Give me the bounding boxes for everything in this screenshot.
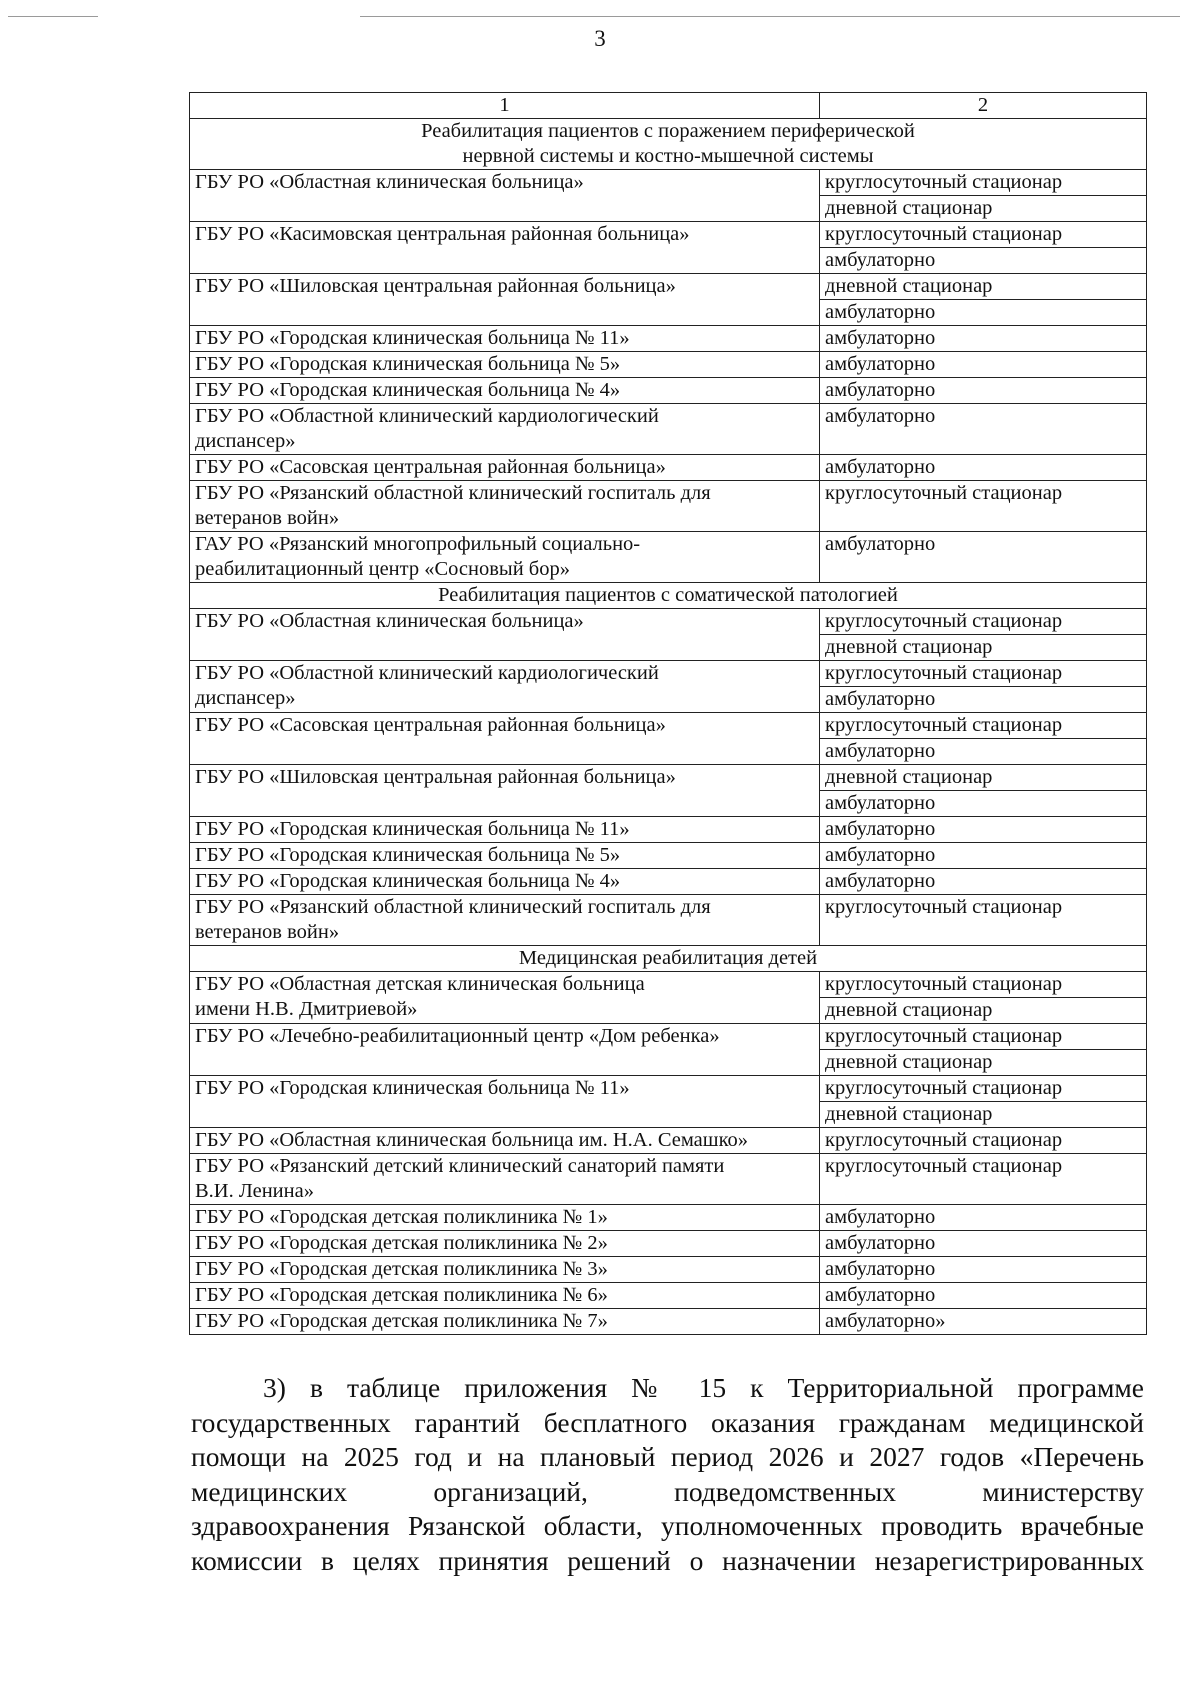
table-row bbox=[190, 869, 1147, 895]
table-row bbox=[190, 843, 1147, 869]
paragraph-line: здравоохранения Рязанской области, уполномоченных проводить врачебные bbox=[191, 1510, 1144, 1541]
table-row bbox=[190, 481, 1147, 532]
care-type-cell: амбулаторно bbox=[820, 455, 1147, 481]
organization-cell bbox=[190, 326, 820, 352]
organization-cell bbox=[190, 1283, 820, 1309]
table-row bbox=[190, 352, 1147, 378]
care-type-cell: амбулаторно bbox=[820, 1283, 1147, 1309]
organization-name-line: ГБУ РО «Касимовская центральная районная больница» bbox=[195, 223, 690, 245]
section-title-line: Медицинская реабилитация детей bbox=[518, 947, 818, 969]
organization-name-line: диспансер» bbox=[195, 430, 296, 452]
care-type-cell: круглосуточный стационар bbox=[820, 170, 1147, 196]
paragraph-line: государственных гарантий бесплатного оказания гражданам медицинской bbox=[191, 1406, 1144, 1438]
organization-cell bbox=[190, 661, 820, 713]
table-row bbox=[190, 895, 1147, 946]
section-title-line: Реабилитация пациентов с соматической патологией bbox=[438, 584, 898, 606]
table-row bbox=[190, 1205, 1147, 1231]
organization-cell bbox=[190, 765, 820, 817]
organization-cell bbox=[190, 170, 820, 222]
care-type-cell: амбулаторно bbox=[820, 300, 1147, 326]
organization-name-line: ГБУ РО «Городская детская поликлиника № 6» bbox=[195, 1284, 608, 1306]
table-row bbox=[190, 378, 1147, 404]
table-row bbox=[190, 713, 1147, 739]
organization-cell bbox=[190, 817, 820, 843]
organization-name-line: ГБУ РО «Городская клиническая больница № 5» bbox=[195, 844, 621, 866]
organization-name-line: ГБУ РО «Городская клиническая больница № 11» bbox=[195, 818, 630, 840]
organization-name-line: ГАУ РО «Рязанский многопрофильный социально- bbox=[195, 533, 641, 555]
table-header-row bbox=[190, 93, 1147, 119]
organization-name-line: ГБУ РО «Городская клиническая больница № 11» bbox=[195, 1077, 630, 1099]
table-row bbox=[190, 326, 1147, 352]
care-type-cell: круглосуточный стационар bbox=[820, 1076, 1147, 1102]
care-type-cell: амбулаторно bbox=[820, 248, 1147, 274]
organization-name-line: ветеранов войн» bbox=[195, 921, 340, 943]
paragraph-line-text: 3) в таблице приложения № 15 к Территориальной программе bbox=[263, 1372, 1144, 1403]
care-type-cell: круглосуточный стационар bbox=[820, 713, 1147, 739]
section-title bbox=[190, 946, 1147, 972]
organization-cell bbox=[190, 1309, 820, 1335]
table-row bbox=[190, 1154, 1147, 1205]
organization-name-line: диспансер» bbox=[195, 687, 296, 709]
organization-cell bbox=[190, 1231, 820, 1257]
table-row bbox=[190, 404, 1147, 455]
care-type-cell: амбулаторно bbox=[820, 869, 1147, 895]
table-row bbox=[190, 222, 1147, 248]
organization-cell bbox=[190, 1154, 820, 1205]
table-row bbox=[190, 765, 1147, 791]
paragraph-line: комиссии в целях принятия решений о назначении незарегистрированных bbox=[191, 1544, 1144, 1576]
table-row bbox=[190, 661, 1147, 687]
care-type-cell: амбулаторно bbox=[820, 352, 1147, 378]
section-title-line: Реабилитация пациентов с поражением периферической bbox=[421, 120, 915, 142]
care-type-cell: дневной стационар bbox=[820, 1050, 1147, 1076]
organization-name-line: В.И. Ленина» bbox=[195, 1180, 314, 1202]
care-type-cell: круглосуточный стационар bbox=[820, 1128, 1147, 1154]
table-row bbox=[190, 274, 1147, 300]
care-type-cell: амбулаторно bbox=[820, 739, 1147, 765]
care-type-cell: амбулаторно bbox=[820, 326, 1147, 352]
organization-name-line: ГБУ РО «Рязанский областной клинический госпиталь для bbox=[195, 482, 711, 504]
organization-name-line: ГБУ РО «Городская клиническая больница № 5» bbox=[195, 353, 621, 375]
organization-name-line: ГБУ РО «Шиловская центральная районная больница» bbox=[195, 766, 676, 788]
care-type-cell: круглосуточный стационар bbox=[820, 972, 1147, 998]
table-row bbox=[190, 972, 1147, 998]
care-type-cell: круглосуточный стационар bbox=[820, 661, 1147, 687]
section-title-row bbox=[190, 119, 1147, 170]
care-type-cell: амбулаторно bbox=[820, 791, 1147, 817]
page-number: 3 bbox=[594, 26, 606, 51]
organization-cell bbox=[190, 1024, 820, 1076]
care-type-cell: круглосуточный стационар bbox=[820, 609, 1147, 635]
table-row bbox=[190, 532, 1147, 583]
rehabilitation-table bbox=[189, 92, 1147, 1335]
paragraph-line: помощи на 2025 год и на плановый период 2026 и 2027 годов «Перечень bbox=[191, 1441, 1144, 1472]
organization-cell bbox=[190, 222, 820, 274]
organization-name-line: ГБУ РО «Городская детская поликлиника № 2» bbox=[195, 1232, 608, 1254]
care-type-cell: амбулаторно bbox=[820, 843, 1147, 869]
section-title-row bbox=[190, 946, 1147, 972]
organization-cell bbox=[190, 972, 820, 1024]
organization-cell bbox=[190, 1205, 820, 1231]
organization-name-line: ГБУ РО «Областной клинический кардиологический bbox=[195, 662, 659, 684]
organization-cell bbox=[190, 609, 820, 661]
care-type-cell: дневной стационар bbox=[820, 274, 1147, 300]
care-type-cell: круглосуточный стационар bbox=[820, 481, 1147, 532]
section-title-row bbox=[190, 583, 1147, 609]
care-type-cell: амбулаторно bbox=[820, 817, 1147, 843]
organization-name-line: ГБУ РО «Сасовская центральная районная больница» bbox=[195, 456, 666, 478]
organization-cell bbox=[190, 1076, 820, 1128]
organization-name-line: ГБУ РО «Городская детская поликлиника № 1» bbox=[195, 1206, 608, 1228]
column-header-2: 2 bbox=[820, 93, 1147, 119]
care-type-cell: круглосуточный стационар bbox=[820, 222, 1147, 248]
organization-name-line: ГБУ РО «Областная клиническая больница» bbox=[195, 610, 584, 632]
care-type-cell: амбулаторно bbox=[820, 378, 1147, 404]
organization-name-line: ГБУ РО «Областная клиническая больница им. Н.А. Семашко» bbox=[195, 1129, 748, 1151]
section-title bbox=[190, 583, 1147, 609]
organization-cell bbox=[190, 843, 820, 869]
organization-cell bbox=[190, 455, 820, 481]
organization-name-line: ГБУ РО «Городская детская поликлиника № 7» bbox=[195, 1310, 608, 1332]
care-type-cell: амбулаторно bbox=[820, 1257, 1147, 1283]
organization-name-line: ГБУ РО «Городская детская поликлиника № 3» bbox=[195, 1258, 608, 1280]
body-paragraph bbox=[191, 1371, 1144, 1578]
care-type-cell: амбулаторно bbox=[820, 1231, 1147, 1257]
paragraph-line bbox=[191, 1371, 1144, 1406]
care-type-cell: амбулаторно bbox=[820, 532, 1147, 583]
organization-cell bbox=[190, 1257, 820, 1283]
organization-cell bbox=[190, 1128, 820, 1154]
table-row bbox=[190, 170, 1147, 196]
organization-cell bbox=[190, 713, 820, 765]
organization-name-line: ГБУ РО «Лечебно-реабилитационный центр «Дом ребенка» bbox=[195, 1025, 720, 1047]
organization-cell bbox=[190, 378, 820, 404]
organization-cell bbox=[190, 274, 820, 326]
table-row bbox=[190, 1076, 1147, 1102]
table-row bbox=[190, 1309, 1147, 1335]
table-row bbox=[190, 1257, 1147, 1283]
care-type-cell: дневной стационар bbox=[820, 765, 1147, 791]
care-type-cell: дневной стационар bbox=[820, 1102, 1147, 1128]
table-row bbox=[190, 1283, 1147, 1309]
care-type-cell: амбулаторно bbox=[820, 1205, 1147, 1231]
organization-name-line: ГБУ РО «Рязанский областной клинический госпиталь для bbox=[195, 896, 711, 918]
organization-cell bbox=[190, 532, 820, 583]
scan-edge-line bbox=[360, 16, 1180, 17]
organization-name-line: ГБУ РО «Сасовская центральная районная больница» bbox=[195, 714, 666, 736]
table-row bbox=[190, 455, 1147, 481]
table-row bbox=[190, 1231, 1147, 1257]
table-row bbox=[190, 817, 1147, 843]
paragraph-line: медицинских организаций, подведомственных министерству bbox=[191, 1475, 1144, 1507]
care-type-cell: амбулаторно» bbox=[820, 1309, 1147, 1335]
scan-edge-line bbox=[8, 16, 98, 17]
section-title bbox=[190, 119, 1147, 170]
care-type-cell: круглосуточный стационар bbox=[820, 895, 1147, 946]
column-header-1: 1 bbox=[190, 93, 820, 119]
organization-cell bbox=[190, 404, 820, 455]
organization-name-line: ГБУ РО «Областная клиническая больница» bbox=[195, 171, 584, 193]
care-type-cell: амбулаторно bbox=[820, 404, 1147, 455]
organization-cell bbox=[190, 869, 820, 895]
care-type-cell: дневной стационар bbox=[820, 196, 1147, 222]
organization-name-line: ветеранов войн» bbox=[195, 507, 340, 529]
organization-name-line: ГБУ РО «Областная детская клиническая больница bbox=[195, 973, 645, 995]
organization-name-line: ГБУ РО «Рязанский детский клинический санаторий памяти bbox=[195, 1155, 725, 1177]
organization-name-line: ГБУ РО «Городская клиническая больница № 4» bbox=[195, 379, 621, 401]
organization-name-line: ГБУ РО «Шиловская центральная районная больница» bbox=[195, 275, 676, 297]
organization-name-line: ГБУ РО «Областной клинический кардиологический bbox=[195, 405, 659, 427]
organization-cell bbox=[190, 481, 820, 532]
organization-name-line: имени Н.В. Дмитриевой» bbox=[195, 998, 418, 1020]
care-type-cell: дневной стационар bbox=[820, 998, 1147, 1024]
care-type-cell: амбулаторно bbox=[820, 687, 1147, 713]
organization-name-line: ГБУ РО «Городская клиническая больница № 11» bbox=[195, 327, 630, 349]
care-type-cell: дневной стационар bbox=[820, 635, 1147, 661]
organization-cell bbox=[190, 895, 820, 946]
organization-name-line: ГБУ РО «Городская клиническая больница № 4» bbox=[195, 870, 621, 892]
care-type-cell: круглосуточный стационар bbox=[820, 1154, 1147, 1205]
care-type-cell: круглосуточный стационар bbox=[820, 1024, 1147, 1050]
table-row bbox=[190, 609, 1147, 635]
table-row bbox=[190, 1024, 1147, 1050]
organization-name-line: реабилитационный центр «Сосновый бор» bbox=[195, 558, 570, 580]
table-row bbox=[190, 1128, 1147, 1154]
organization-cell bbox=[190, 352, 820, 378]
section-title-line: нервной системы и костно-мышечной системы bbox=[462, 145, 874, 167]
